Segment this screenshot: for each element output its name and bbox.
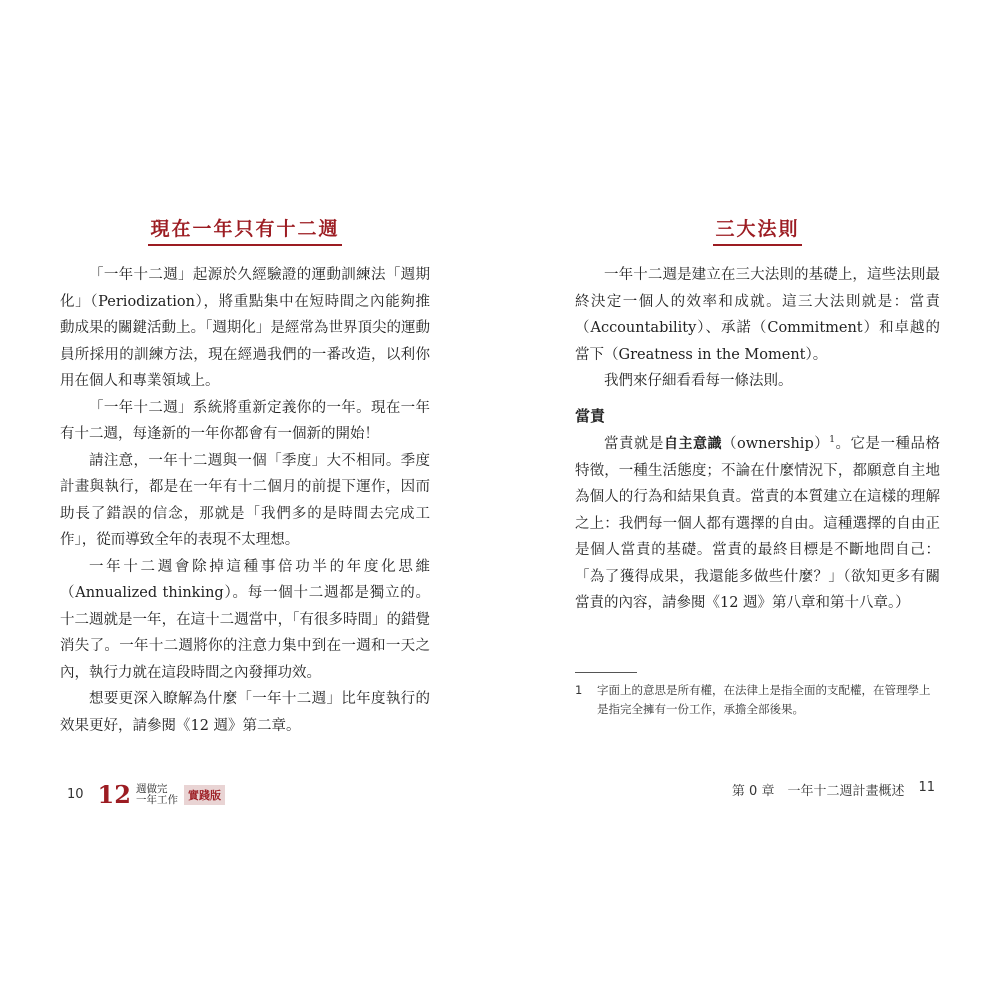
paragraph: 我們來仔細看看每一條法則。 [604, 373, 793, 389]
paragraph [575, 431, 940, 617]
right-page [575, 0, 940, 1000]
text-run: （ownership） [722, 436, 830, 452]
right-page-number: 11 [918, 780, 935, 795]
left-footer [67, 780, 225, 809]
text-run: 。它是一種品格特徵，一種生活態度；不論在什麼情況下，都願意自主地為個人的行為和結果負責。當責的本質建立在這樣的理解之上：我們每一個人都有選擇的自由。這種選擇的自由正是個人當責的基礎。當責的最終目標是不斷地問自己：「為了獲得成果，我還能多做些什麼？」（欲知更多有關當責的內容，請參閱《12 週》第八章和第十八章。） [575, 436, 940, 611]
footnote-marker[interactable]: 1 [829, 435, 835, 446]
chapter-title: 第 0 章 一年十二週計畫概述 [731, 784, 905, 799]
left-page [60, 0, 430, 1000]
edition-badge: 實踐版 [184, 785, 225, 805]
right-page-heading: 三大法則 [713, 214, 801, 246]
paragraph: 「一年十二週」起源於久經驗證的運動訓練法「週期化」（Periodization），將重點集中在短時間之內能夠推動成果的關鍵活動上。「週期化」是經常為世界頂尖的運動員所採用的訓練方法，現在經過我們的一番改造，以利你用在個人和專業領域上。 [60, 267, 430, 389]
footnote-text: 字面上的意思是所有權，在法律上是指全面的支配權，在管理學上是指完全擁有一份工作，承擔全部後果。 [597, 683, 931, 716]
left-page-body [60, 262, 430, 739]
section-subheading: 當責 [575, 406, 606, 425]
text-run: 當責就是 [604, 436, 665, 452]
paragraph: 一年十二週會除掉這種事倍功半的年度化思維（Annualized thinking）。每一個十二週都是獨立的。十二週就是一年，在這十二週當中，「有很多時間」的錯覺消失了。一年十二週將你的注意力集中到在一週和一天之內，執行力就在這段時間之內發揮功效。 [60, 558, 430, 681]
paragraph: 「一年十二週」系統將重新定義你的一年。現在一年有十二週，每逢新的一年你都會有一個新的開始！ [60, 399, 430, 442]
left-page-number: 10 [67, 787, 84, 802]
footnote-number: 1 [575, 683, 583, 697]
right-footer [732, 780, 935, 799]
paragraph: 一年十二週是建立在三大法則的基礎上，這些法則最終決定一個人的效率和成就。這三大法則就是：當責（Accountability）、承諾（Commitment）和卓越的當下（Greatness in the Moment）。 [575, 267, 940, 363]
book-logo-line: 一年工作 [135, 793, 178, 806]
book-logo-title [136, 784, 178, 806]
footnote [575, 672, 940, 719]
bold-term: 自主意識 [664, 436, 723, 452]
book-logo-line: 週做完 [135, 782, 168, 795]
paragraph: 想要更深入瞭解為什麼「一年十二週」比年度執行的效果更好，請參閱《12 週》第二章。 [60, 691, 430, 734]
right-page-body [575, 262, 940, 617]
book-logo-number: 12 [97, 780, 131, 809]
paragraph: 請注意，一年十二週與一個「季度」大不相同。季度計畫與執行，都是在一年有十二個月的前提下運作，因而助長了錯誤的信念，那就是「我們多的是時間去完成工作」，從而導致全年的表現不太理想。 [60, 452, 430, 548]
footnote-divider [575, 672, 637, 673]
left-page-heading: 現在一年只有十二週 [148, 214, 341, 246]
